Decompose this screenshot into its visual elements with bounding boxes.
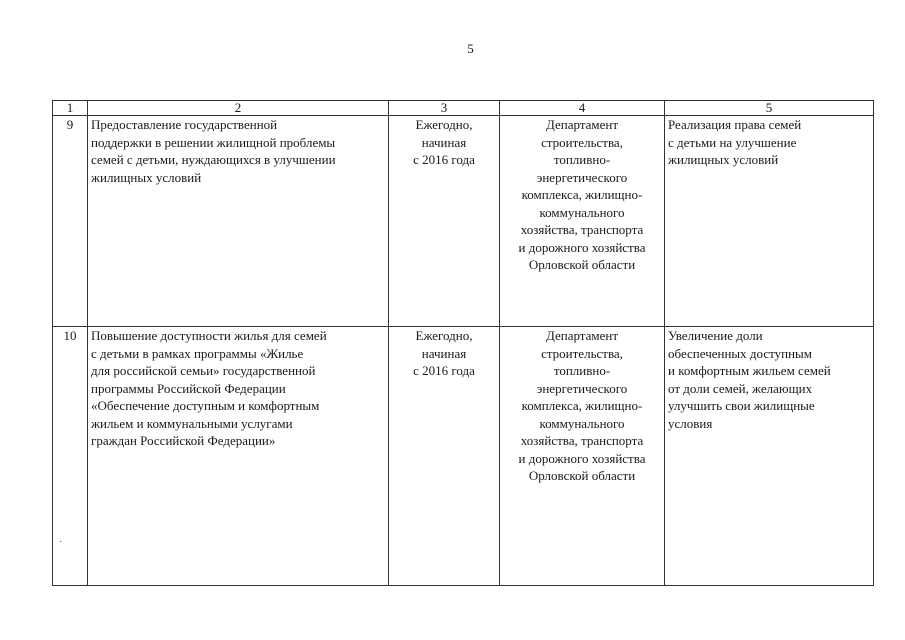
measure-cell xyxy=(88,116,389,327)
executor-line: Департамент xyxy=(545,117,619,132)
executor-line: Департамент xyxy=(545,328,619,343)
term-line: с 2016 года xyxy=(413,363,475,378)
row-number: 10 xyxy=(53,327,88,586)
measure-line: семей с детьми, нуждающихся в улучшении xyxy=(91,152,336,167)
result-line: Реализация права семей xyxy=(668,117,802,132)
table-row xyxy=(53,116,874,327)
executor-cell xyxy=(500,327,665,586)
measures-table xyxy=(52,100,874,586)
term-cell xyxy=(389,327,500,586)
result-line: Увеличение доли xyxy=(668,328,763,343)
header-cell-5: 5 xyxy=(665,101,874,116)
term-line: Ежегодно, xyxy=(415,117,473,132)
result-line: улучшить свои жилищные xyxy=(668,398,815,413)
result-cell xyxy=(665,116,874,327)
measure-line: жилищных условий xyxy=(91,169,202,185)
executor-line: и дорожного хозяйства xyxy=(518,239,646,255)
term-line: с 2016 года xyxy=(413,152,475,167)
result-line: обеспеченных доступным xyxy=(668,345,813,361)
row-number: 9 xyxy=(53,116,88,327)
measure-line: Предоставление государственной xyxy=(91,117,278,132)
measure-line: «Обеспечение доступным и комфортным xyxy=(91,398,320,413)
scan-speck: · xyxy=(59,537,63,548)
executor-line: комплекса, жилищно- xyxy=(521,398,643,413)
result-line: условия xyxy=(668,415,713,431)
result-cell xyxy=(665,327,874,586)
executor-line: строительства, xyxy=(541,134,623,150)
executor-line: коммунального xyxy=(539,415,625,431)
executor-line: и дорожного хозяйства xyxy=(518,450,646,466)
term-line: начиная xyxy=(421,345,467,361)
measure-line: граждан Российской Федерации» xyxy=(91,433,276,448)
term-line: Ежегодно, xyxy=(415,328,473,343)
measure-line: с детьми в рамках программы «Жилье xyxy=(91,345,304,361)
measure-line: Повышение доступности жилья для семей xyxy=(91,328,327,343)
header-cell-4: 4 xyxy=(500,101,665,116)
measure-line: жильем и коммунальными услугами xyxy=(91,415,293,431)
page-number: 5 xyxy=(467,41,474,56)
executor-line: энергетического xyxy=(536,380,628,396)
executor-line: Орловской области xyxy=(528,468,636,483)
table-row xyxy=(53,327,874,586)
executor-line: топливно- xyxy=(553,152,611,167)
measure-cell xyxy=(88,327,389,586)
header-cell-1: 1 xyxy=(53,101,88,116)
result-line: от доли семей, желающих xyxy=(668,380,813,396)
measure-line: программы Российской Федерации xyxy=(91,380,286,396)
measure-line: поддержки в решении жилищной проблемы xyxy=(91,134,336,150)
header-cell-3: 3 xyxy=(389,101,500,116)
executor-cell xyxy=(500,116,665,327)
term-line: начиная xyxy=(421,134,467,150)
executor-line: энергетического xyxy=(536,169,628,185)
executor-line: топливно- xyxy=(553,363,611,378)
result-line: жилищных условий xyxy=(668,152,779,167)
term-cell xyxy=(389,116,500,327)
executor-line: строительства, xyxy=(541,345,623,361)
table-header-row xyxy=(53,101,874,116)
header-cell-2: 2 xyxy=(88,101,389,116)
result-line: и комфортным жильем семей xyxy=(668,363,831,378)
result-line: с детьми на улучшение xyxy=(668,134,797,150)
executor-line: коммунального xyxy=(539,204,625,220)
executor-line: Орловской области xyxy=(528,257,636,272)
executor-line: хозяйства, транспорта xyxy=(520,433,644,448)
measure-line: для российской семьи» государственной xyxy=(91,363,316,378)
executor-line: хозяйства, транспорта xyxy=(520,222,644,237)
executor-line: комплекса, жилищно- xyxy=(521,187,643,202)
